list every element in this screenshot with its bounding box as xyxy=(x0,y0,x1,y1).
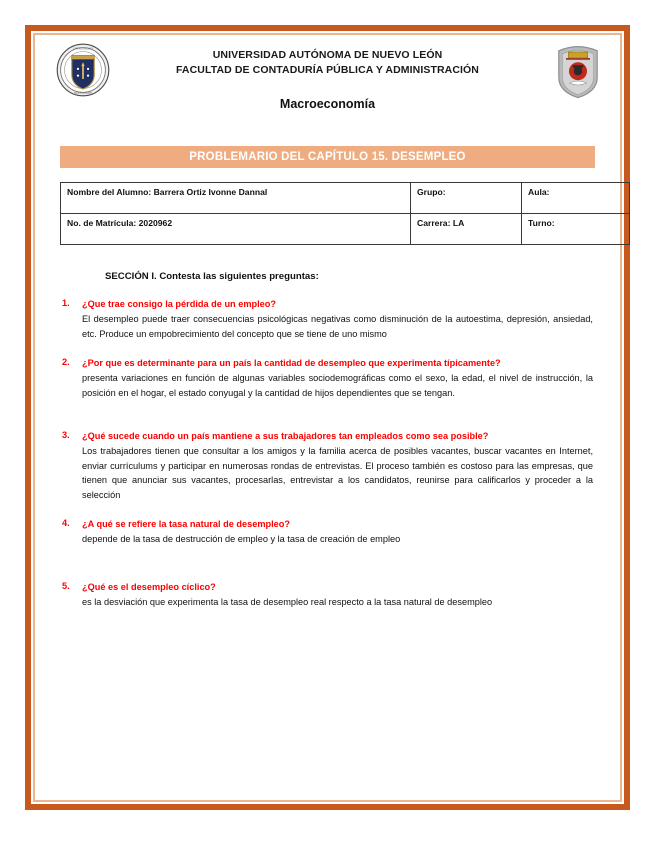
question-number: 1. xyxy=(62,298,70,308)
room-cell xyxy=(522,183,630,214)
institution-line-1: UNIVERSIDAD AUTÓNOMA DE NUEVO LEÓN xyxy=(212,49,443,61)
section-heading: SECCIÓN I. Contesta las siguientes preguntas: xyxy=(105,271,319,282)
question-number: 4. xyxy=(62,518,70,528)
enrollment-label: No. de Matrícula: xyxy=(67,218,137,228)
uanl-seal-icon xyxy=(55,42,111,98)
svg-text:NUEVO LEÓN: NUEVO LEÓN xyxy=(74,92,92,96)
table-row xyxy=(61,214,630,245)
answer-text: presenta variaciones en función de algunas variables sociodemográficas como el sexo, la edad, el nivel de instrucción, la posición en el hogar, el estado conyugal y la cantidad de hijos dependientes que se tengan. xyxy=(82,373,593,398)
question-number: 2. xyxy=(62,357,70,367)
answer-text: El desempleo puede traer consecuencias psicológicas negativas como disminución de la autoestima, depresión, ansiedad, etc. Produce un empobrecimiento del concepto que se tiene de uno mismo xyxy=(82,314,593,339)
question-number: 3. xyxy=(62,430,70,440)
document-header xyxy=(40,36,615,134)
list-item xyxy=(40,298,615,341)
major-value: LA xyxy=(452,218,465,228)
student-name-cell xyxy=(61,183,411,214)
question-text: ¿Qué sucede cuando un país mantiene a sus trabajadores tan empleados como sea posible? xyxy=(82,431,489,441)
student-name-value: Barrera Ortiz Ivonne Dannal xyxy=(153,187,268,197)
answer-text: es la desviación que experimenta la tasa de desempleo real respecto a la tasa natural de desempleo xyxy=(82,596,493,607)
course-title: Macroeconomía xyxy=(279,97,376,111)
enrollment-cell xyxy=(61,214,411,245)
question-text: ¿Que trae consigo la pérdida de un empleo? xyxy=(82,299,276,309)
answer-text: depende de la tasa de destrucción de empleo y la tasa de creación de empleo xyxy=(82,534,401,544)
group-label: Grupo: xyxy=(417,187,446,197)
answer-text: Los trabajadores tienen que consultar a los amigos y la familia acerca de posibles vacantes, buscar vacantes en Internet, enviar currículums y participar en numerosas rondas de entrevistas. El proceso también es costoso para las empresas, que tienen que anunciar sus vacantes, procesarlas, entrevistar a los candidatos, reunirse para calificarlos y proceder a la selección xyxy=(82,446,593,500)
list-item xyxy=(40,581,615,610)
room-label: Aula: xyxy=(528,187,550,197)
question-text: ¿Por que es determinante para un país la cantidad de desempleo que experimenta típicamente? xyxy=(82,358,501,368)
major-cell xyxy=(411,214,522,245)
major-label: Carrera: xyxy=(417,218,451,228)
chapter-banner: PROBLEMARIO DEL CAPÍTULO 15. DESEMPLEO xyxy=(60,146,595,168)
page-content xyxy=(40,36,615,796)
enrollment-value: 2020962 xyxy=(138,218,173,228)
list-item xyxy=(40,430,615,502)
student-name-label: Nombre del Alumno: xyxy=(67,187,152,197)
question-text: ¿Qué es el desempleo cíclico? xyxy=(82,581,216,592)
list-item xyxy=(40,357,615,400)
list-item xyxy=(40,518,615,547)
facpya-shield-icon xyxy=(553,40,603,100)
questions-list xyxy=(40,298,615,609)
student-info-table xyxy=(60,182,630,245)
institution-titles xyxy=(120,48,535,111)
shift-label: Turno: xyxy=(528,218,555,228)
question-text: ¿A qué se refiere la tasa natural de desempleo? xyxy=(82,519,290,529)
institution-line-2: FACULTAD DE CONTADURÍA PÚBLICA Y ADMINISTRACIÓN xyxy=(176,64,479,76)
group-cell xyxy=(411,183,522,214)
table-row xyxy=(61,183,630,214)
shift-cell xyxy=(522,214,630,245)
svg-text:UNIVERSIDAD: UNIVERSIDAD xyxy=(73,47,93,51)
question-number: 5. xyxy=(62,580,70,591)
